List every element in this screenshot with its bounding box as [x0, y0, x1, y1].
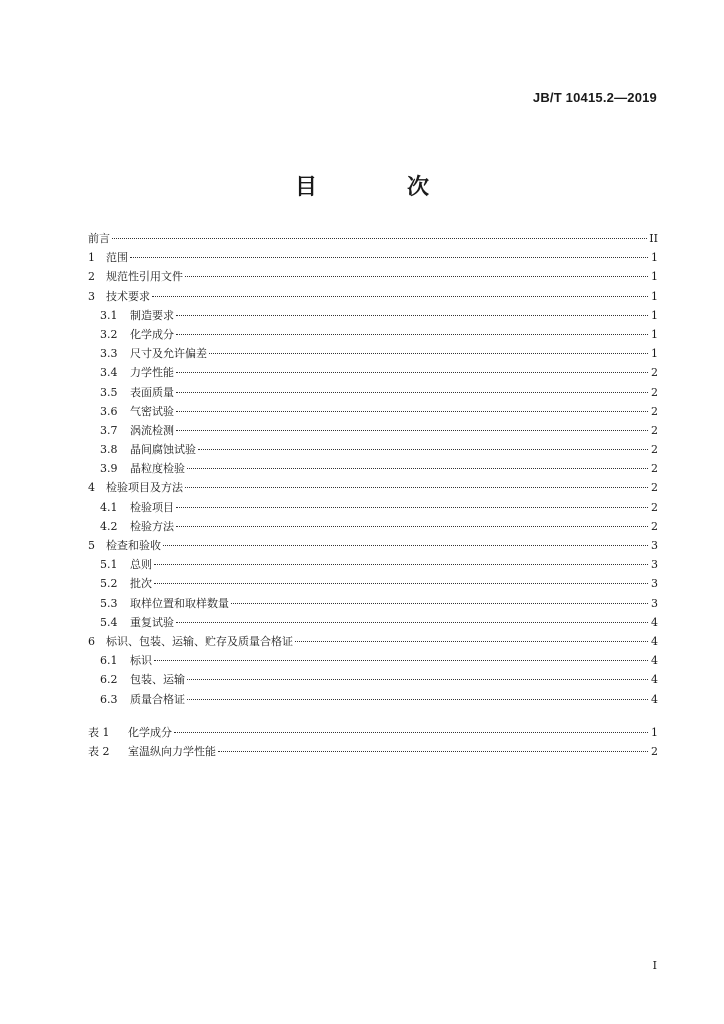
entry-number: 2	[88, 270, 95, 284]
entry-page: 2	[651, 423, 658, 437]
entry-number: 5.4	[100, 615, 118, 629]
entry-title: 前言	[88, 232, 110, 245]
toc-entry[interactable]	[88, 536, 658, 555]
entry-number: 5.1	[100, 558, 118, 572]
toc-entry[interactable]	[88, 421, 658, 440]
entry-page: 1	[651, 726, 658, 739]
entry-title: 范围	[106, 251, 128, 265]
table-of-contents	[88, 229, 658, 709]
entry-page: II	[649, 232, 658, 245]
entry-number: 表 2	[88, 745, 110, 759]
entry-page: 4	[651, 654, 658, 668]
page-title: 目 次	[294, 175, 463, 200]
dot-leader	[231, 603, 648, 604]
dot-leader	[154, 660, 648, 661]
dot-leader	[209, 353, 648, 354]
toc-entry[interactable]	[88, 229, 658, 248]
toc-entry[interactable]	[88, 574, 658, 593]
entry-number: 3.3	[100, 347, 118, 361]
entry-number: 4.1	[100, 500, 118, 514]
entry-page: 1	[651, 347, 658, 361]
entry-page: 3	[651, 558, 658, 572]
entry-number: 3.7	[100, 423, 118, 437]
entry-page: 1	[651, 308, 658, 322]
entry-title: 尺寸及允许偏差	[130, 347, 207, 361]
entry-number: 3	[88, 289, 95, 303]
entry-page: 2	[651, 443, 658, 457]
entry-page: 3	[651, 539, 658, 552]
entry-page: 2	[651, 385, 658, 399]
entry-page: 1	[651, 327, 658, 341]
entry-page: 2	[651, 519, 658, 533]
entry-number: 4	[88, 481, 95, 495]
entry-title: 晶间腐蚀试验	[130, 443, 196, 457]
dot-leader	[176, 392, 648, 393]
entry-title: 检验方法	[130, 519, 174, 533]
entry-number: 3.9	[100, 462, 118, 476]
entry-title: 总则	[130, 558, 152, 572]
entry-page: 2	[651, 404, 658, 418]
toc-entry[interactable]	[88, 498, 658, 517]
entry-number: 1	[88, 251, 95, 265]
entry-title: 批次	[130, 577, 152, 591]
toc-entry[interactable]	[88, 478, 658, 497]
toc-entry[interactable]	[88, 306, 658, 325]
entry-title: 检查和验收	[106, 539, 161, 552]
entry-title: 室温纵向力学性能	[128, 745, 216, 759]
entry-number: 5.2	[100, 577, 118, 591]
table-entry[interactable]	[88, 723, 658, 742]
entry-page: 2	[651, 366, 658, 380]
entry-title: 标识、包装、运输、贮存及质量合格证	[106, 634, 293, 648]
toc-entry[interactable]	[88, 690, 658, 709]
entry-number: 6.1	[100, 654, 118, 668]
entry-number: 3.6	[100, 404, 118, 418]
toc-entry[interactable]	[88, 440, 658, 459]
dot-leader	[163, 545, 648, 546]
dot-leader	[176, 507, 648, 508]
dot-leader	[176, 315, 648, 316]
entry-page: 4	[651, 634, 658, 648]
toc-entry[interactable]	[88, 383, 658, 402]
dot-leader	[295, 641, 648, 642]
dot-leader	[112, 238, 647, 239]
document-code: JB/T 10415.2—2019	[532, 90, 657, 105]
tables-list	[88, 723, 658, 761]
entry-number: 3.5	[100, 385, 118, 399]
dot-leader	[176, 411, 648, 412]
toc-entry[interactable]	[88, 402, 658, 421]
dot-leader	[185, 276, 648, 277]
entry-title: 制造要求	[130, 308, 174, 322]
toc-list	[88, 229, 658, 709]
table-entry[interactable]	[88, 742, 658, 761]
entry-title: 化学成分	[130, 327, 174, 341]
entry-number: 3.4	[100, 366, 118, 380]
entry-page: 1	[651, 289, 658, 303]
entry-number: 3.8	[100, 443, 118, 457]
dot-leader	[187, 468, 648, 469]
entry-title: 气密试验	[130, 404, 174, 418]
toc-entry[interactable]	[88, 248, 658, 267]
toc-entry[interactable]	[88, 670, 658, 689]
entry-page: 2	[651, 462, 658, 476]
dot-leader	[218, 751, 648, 752]
toc-entry[interactable]	[88, 287, 658, 306]
entry-title: 标识	[130, 654, 152, 668]
entry-title: 化学成分	[128, 726, 172, 739]
dot-leader	[198, 449, 648, 450]
entry-title: 力学性能	[130, 366, 174, 380]
entry-page: 3	[651, 596, 658, 610]
toc-entry[interactable]	[88, 613, 658, 632]
entry-number: 6	[88, 634, 95, 648]
toc-entry[interactable]	[88, 363, 658, 382]
entry-title: 表面质量	[130, 385, 174, 399]
entry-title: 包装、运输	[130, 673, 185, 687]
entry-page: 3	[651, 577, 658, 591]
entry-page: 1	[651, 251, 658, 265]
dot-leader	[154, 583, 648, 584]
entry-page: 4	[651, 615, 658, 629]
entry-title: 涡流检测	[130, 423, 174, 437]
page-number: I	[652, 959, 657, 972]
dot-leader	[187, 699, 648, 700]
entry-page: 4	[651, 692, 658, 706]
toc-entry[interactable]	[88, 555, 658, 574]
toc-entry[interactable]	[88, 325, 658, 344]
entry-title: 晶粒度检验	[130, 462, 185, 476]
dot-leader	[152, 296, 648, 297]
toc-entry[interactable]	[88, 594, 658, 613]
dot-leader	[176, 372, 648, 373]
toc-entry[interactable]	[88, 459, 658, 478]
entry-title: 检验项目	[130, 500, 174, 514]
entry-number: 5	[88, 539, 95, 552]
entry-number: 5.3	[100, 596, 118, 610]
dot-leader	[187, 679, 648, 680]
entry-title: 重复试验	[130, 615, 174, 629]
dot-leader	[176, 622, 648, 623]
entry-title: 质量合格证	[130, 692, 185, 706]
dot-leader	[176, 526, 648, 527]
entry-number: 6.3	[100, 692, 118, 706]
entry-title: 技术要求	[106, 289, 150, 303]
entry-page: 2	[651, 745, 658, 759]
dot-leader	[154, 564, 648, 565]
dot-leader	[176, 334, 648, 335]
toc-entry[interactable]	[88, 517, 658, 536]
list-of-tables	[88, 723, 658, 761]
entry-number: 表 1	[88, 726, 110, 739]
entry-number: 3.1	[100, 308, 118, 322]
toc-entry[interactable]	[88, 267, 658, 286]
entry-title: 检验项目及方法	[106, 481, 183, 495]
dot-leader	[130, 257, 648, 258]
entry-page: 4	[651, 673, 658, 687]
entry-page: 2	[651, 481, 658, 495]
entry-page: 1	[651, 270, 658, 284]
entry-title: 规范性引用文件	[106, 270, 183, 284]
entry-number: 4.2	[100, 519, 118, 533]
dot-leader	[185, 487, 648, 488]
entry-page: 2	[651, 500, 658, 514]
entry-title: 取样位置和取样数量	[130, 596, 229, 610]
toc-entry[interactable]	[88, 344, 658, 363]
toc-entry[interactable]	[88, 632, 658, 651]
dot-leader	[174, 732, 648, 733]
entry-number: 3.2	[100, 327, 118, 341]
toc-entry[interactable]	[88, 651, 658, 670]
entry-number: 6.2	[100, 673, 118, 687]
dot-leader	[176, 430, 648, 431]
